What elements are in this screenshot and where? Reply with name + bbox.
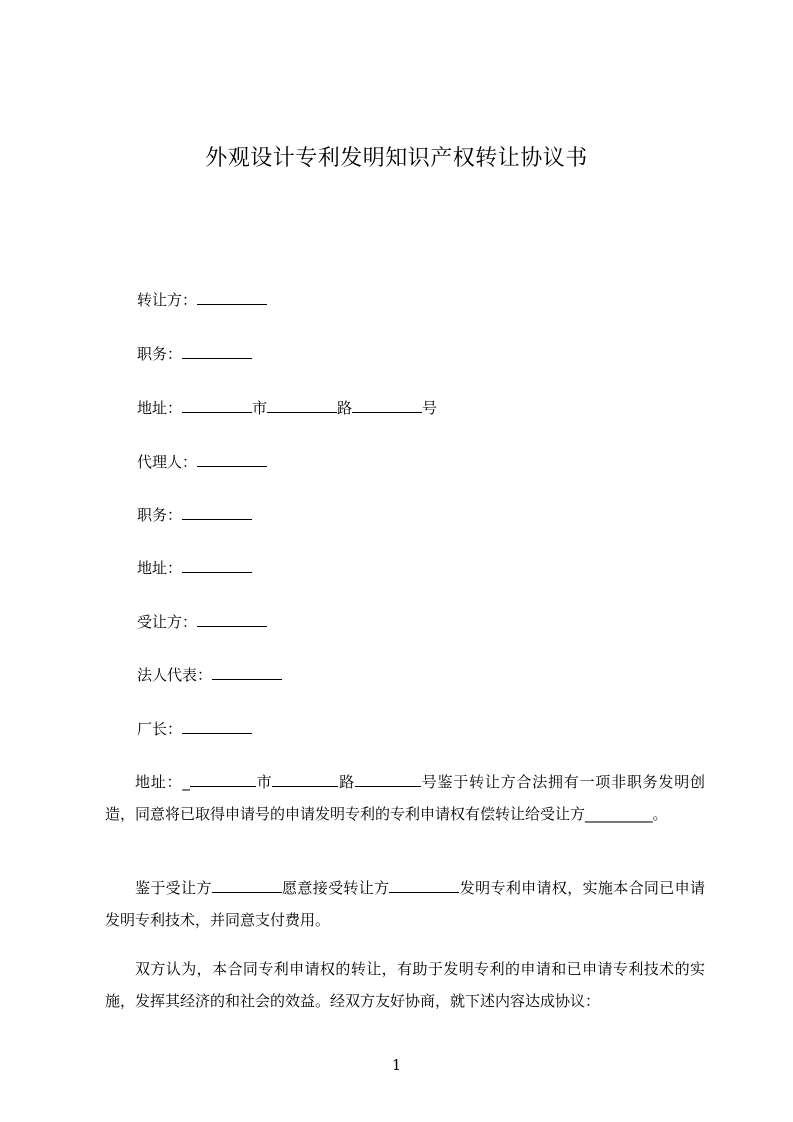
- p2-part-b: 愿意接受转让方: [281, 879, 390, 897]
- legal-rep-field: [137, 665, 282, 685]
- agent-label: 代理人：: [137, 453, 198, 471]
- transferor-label: 转让方：: [137, 291, 198, 309]
- paragraph-recital-3: 双方认为，本合同专利申请权的转让，有助于发明专利的申请和已申请专利技术的实施，发挥其经济的和社会的效益。经双方友好协商，就下述内容达成协议：: [105, 960, 705, 1010]
- p2-part-c: 发明专利申请权，实施本合同已申请发明专利技术，并同意支付费用。: [105, 879, 705, 929]
- agent-address-label: 地址：: [137, 559, 183, 577]
- agent-position-label: 职务：: [137, 506, 183, 524]
- address-label: 地址：: [137, 399, 183, 417]
- position-field: [137, 344, 252, 364]
- p2-blank-a: [212, 878, 282, 893]
- transferor-field: [137, 290, 267, 310]
- document-title: 外观设计专利发明知识产权转让协议书: [205, 146, 588, 171]
- paragraph-recital-2: [105, 872, 705, 936]
- agent-field: [137, 452, 267, 472]
- agent-position-field: [137, 505, 252, 525]
- legal-rep-label: 法人代表：: [137, 666, 213, 684]
- transferee-blank: [197, 612, 267, 627]
- number-label: 号: [422, 399, 438, 417]
- transferee-field: [137, 612, 267, 632]
- agent-position-blank: [182, 505, 252, 520]
- city-blank: [267, 398, 337, 413]
- city-label: 市: [252, 399, 268, 417]
- factory-head-blank: [182, 719, 252, 734]
- position-blank: [182, 344, 252, 359]
- road-blank: [352, 398, 422, 413]
- factory-head-field: [137, 719, 252, 739]
- p1-address-blank: [190, 772, 256, 787]
- p2-blank-b: [389, 878, 459, 893]
- p1-city-blank: [272, 772, 338, 787]
- p1-city: 市: [255, 773, 273, 791]
- road-label: 路: [337, 399, 353, 417]
- p1-road: 路: [338, 773, 355, 791]
- page-number: 1: [391, 1056, 402, 1074]
- p2-part-a: 鉴于受让方: [135, 879, 212, 897]
- address-field: [137, 398, 437, 418]
- factory-head-label: 厂长：: [137, 720, 183, 738]
- transferor-blank: [197, 290, 267, 305]
- agent-address-field: [137, 558, 252, 578]
- agent-address-blank: [182, 558, 252, 573]
- position-label: 职务：: [137, 345, 183, 363]
- legal-rep-blank: [212, 665, 282, 680]
- p1-rest: 号鉴于转让方合法拥有一项非职务发明创造，同意将已取得申请号的申请发明专利的专利申请权有偿转让给受让方_________。: [105, 773, 705, 823]
- paragraph-recital-1: [105, 766, 705, 830]
- agent-blank: [197, 452, 267, 467]
- p1-address: 地址：_: [135, 773, 190, 791]
- transferee-label: 受让方：: [137, 613, 198, 631]
- p1-road-blank: [355, 772, 421, 787]
- address-blank: [182, 398, 252, 413]
